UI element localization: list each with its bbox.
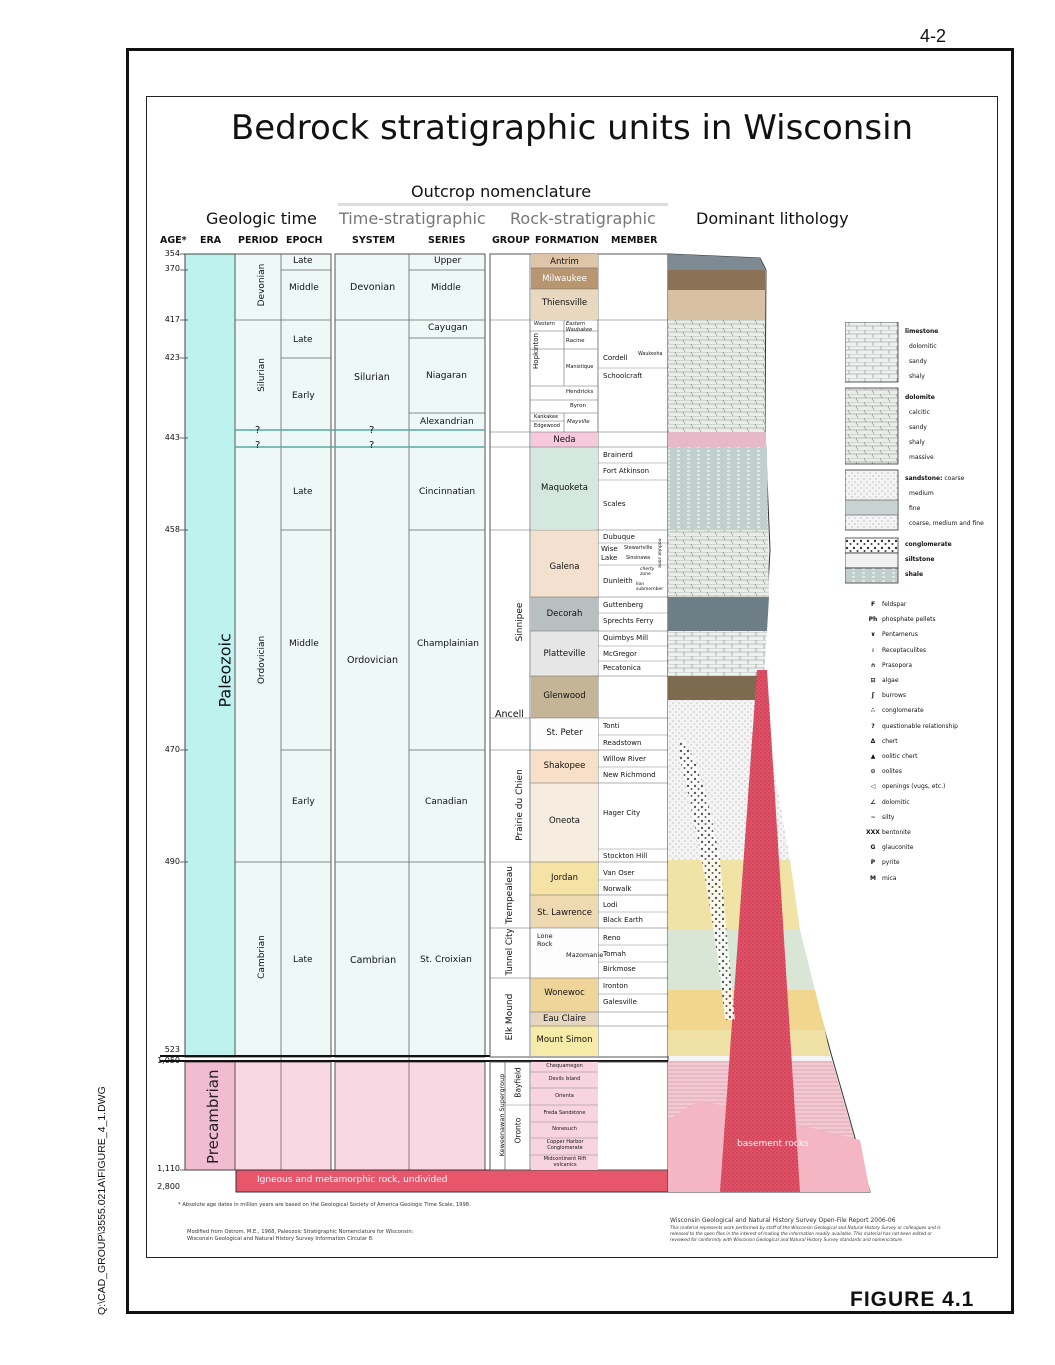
series-upper: Upper <box>434 256 462 266</box>
member-nodular-zone: nodular zone <box>656 538 662 568</box>
symbol-glyph-icon: ∠ <box>870 798 876 806</box>
formation-st-peter: St. Peter <box>546 728 583 738</box>
symbol-label: silty <box>882 813 895 821</box>
member-ironton: Ironton <box>603 982 628 990</box>
symbol-label: glauconite <box>882 844 914 852</box>
symbol-label: oolites <box>882 768 902 776</box>
lithology-header: Dominant lithology <box>696 209 849 228</box>
symbol-glyph-icon: ʃ <box>871 692 875 700</box>
symbol-glyph-icon: ▲ <box>870 753 876 761</box>
col-period: PERIOD <box>238 235 279 246</box>
series-middle: Middle <box>431 283 461 293</box>
age-label: 443 <box>164 433 180 442</box>
symbol-label: Receptaculites <box>882 646 927 654</box>
formation-galena: Galena <box>549 562 580 572</box>
page-number: 4-2 <box>920 26 947 46</box>
system-devonian: Devonian <box>350 282 396 293</box>
system-ordovician: Ordovician <box>347 655 399 666</box>
age-label: 1,110 <box>157 1164 180 1173</box>
formation-chequamegon: Chequamegon <box>546 1063 583 1069</box>
symbol-label: bentonite <box>882 829 911 837</box>
legend-shale: shale <box>905 571 924 578</box>
figure-title: Bedrock stratigraphic units in Wisconsin <box>230 108 914 148</box>
formation-mazomanie: Mazomanie <box>566 951 604 959</box>
formation-kankakee: Kankakee <box>534 414 559 420</box>
symbol-row <box>864 612 958 627</box>
symbol-glyph-icon: ? <box>871 722 875 730</box>
epoch-ord-late: Late <box>293 487 313 497</box>
formation-neda: Neda <box>553 435 576 445</box>
symbol-label: chert <box>882 737 898 745</box>
symbol-glyph-icon: ∩ <box>870 661 876 669</box>
formation-jordan: Jordan <box>550 873 579 883</box>
epoch-sil-early: Early <box>292 391 315 401</box>
symbol-glyph-icon: P <box>870 859 876 867</box>
symbol-row <box>864 643 958 658</box>
symbol-label: algae <box>882 677 899 685</box>
formation-antrim: Antrim <box>550 257 579 267</box>
group-ancell: Ancell <box>495 709 524 720</box>
era-precambrian-label: Precambrian <box>204 1069 222 1164</box>
formation-mount-simon: Mount Simon <box>536 1035 593 1045</box>
formation-midcontinent-rift: Midcontinent Rift volcanics <box>543 1156 587 1168</box>
question-mark: ? <box>255 440 261 451</box>
symbol-glyph-icon: ∴ <box>870 707 876 715</box>
member-guttenberg: Guttenberg <box>603 601 644 609</box>
symbol-row <box>864 688 958 703</box>
symbol-row <box>864 703 958 718</box>
member-tomah: Tomah <box>603 950 626 958</box>
member-hager-city: Hager City <box>603 809 641 817</box>
legend-medium: medium <box>909 490 934 497</box>
figure-label: FIGURE 4.1 <box>850 1288 975 1311</box>
symbol-row <box>864 764 958 779</box>
symbol-row <box>864 840 958 855</box>
report-line-2: released to the open files in the interest of making the information readily available. This material has not been edited or <box>670 1232 932 1237</box>
age-label: 354 <box>164 249 180 258</box>
outcrop-header: Outcrop nomenclature <box>411 182 592 201</box>
formation-mayville: Mayville <box>567 419 590 425</box>
source-line-2: Wisconsin Geological and Natural History Survey Information Circular 8. <box>187 1236 374 1242</box>
member-sprechts-ferry: Sprechts Ferry <box>603 617 654 625</box>
member-fort-atkinson: Fort Atkinson <box>603 467 650 475</box>
epoch-sil-late: Late <box>293 335 313 345</box>
formation-st-lawrence: St. Lawrence <box>537 908 592 918</box>
member-lion: lion submember <box>636 582 664 592</box>
formation-shakopee: Shakopee <box>543 761 586 771</box>
age-label: 470 <box>164 745 180 754</box>
igneous-label: Igneous and metamorphic rock, undivided <box>257 1175 448 1185</box>
question-mark: ? <box>255 425 261 436</box>
col-series: SERIES <box>428 235 466 246</box>
formation-racine: Racine <box>566 338 585 344</box>
symbol-label: dolomitic <box>882 798 910 806</box>
col-system: SYSTEM <box>352 235 395 246</box>
legend-mixed: coarse, medium and fine <box>909 520 984 527</box>
formation-wise-lake: Wise Lake <box>601 545 618 562</box>
series-st-croixian: St. Croixian <box>420 955 472 965</box>
formation-decorah: Decorah <box>546 609 583 619</box>
footnote: * Absolute age dates in million years are based on the Geological Society of America Geologic Time Scale, 1998. <box>178 1202 471 1208</box>
group-bayfield: Bayfield <box>513 1067 523 1098</box>
symbol-legend <box>864 597 958 886</box>
member-birkmose: Birkmose <box>603 965 636 973</box>
symbol-label: mica <box>882 874 897 882</box>
epoch-dev-late: Late <box>293 256 313 266</box>
formation-glenwood: Glenwood <box>543 691 586 701</box>
group-oronto: Oronto <box>513 1117 523 1144</box>
member-willow-river: Willow River <box>603 755 646 763</box>
symbol-glyph-icon: G <box>870 844 876 852</box>
symbol-label: phosphate pellets <box>882 616 936 624</box>
symbol-label: conglomerate <box>882 707 924 715</box>
member-norwalk: Norwalk <box>603 885 632 893</box>
formation-oneota: Oneota <box>548 816 581 826</box>
legend-dolomitic: dolomitic <box>909 343 937 350</box>
member-mcgregor: McGregor <box>603 650 637 658</box>
group-sinnipee: Sinnipee <box>515 602 525 642</box>
symbol-label: openings (vugs, etc.) <box>882 783 946 791</box>
member-stewartville: Stewartville <box>624 546 653 551</box>
question-mark: ? <box>369 425 375 436</box>
group-trempealeau: Trempealeau <box>505 866 515 925</box>
formation-hendricks: Hendricks <box>566 389 594 395</box>
legend-siltstone: siltstone <box>905 556 935 563</box>
symbol-label: feldspar <box>882 601 907 608</box>
member-brainerd: Brainerd <box>603 451 633 459</box>
symbol-row <box>864 719 958 734</box>
member-schoolcraft: Schoolcraft <box>603 372 643 380</box>
formation-eastern-waubakee: Eastern Waubakee <box>566 321 593 333</box>
formation-byron: Byron <box>570 403 587 409</box>
legend-dolomite: dolomite <box>905 394 935 401</box>
epoch-cam-late: Late <box>293 955 313 965</box>
source-line-1: Modified from Ostrom, M.E., 1968, Paleozoic Stratigraphic Nomenclature for Wisconsin: <box>187 1229 414 1235</box>
legend-sandy-2: sandy <box>909 424 927 431</box>
col-epoch: EPOCH <box>286 235 323 246</box>
symbol-row <box>864 627 958 642</box>
legend-sandstone: sandstone: <box>905 475 943 482</box>
period-cambrian: Cambrian <box>257 935 267 979</box>
symbol-glyph-icon: ≀ <box>871 646 875 654</box>
period-devonian: Devonian <box>257 263 267 307</box>
series-cincinnatian: Cincinnatian <box>419 487 476 497</box>
symbol-label: Prasopora <box>882 661 913 669</box>
col-member: MEMBER <box>611 235 658 246</box>
epoch-ord-middle: Middle <box>289 639 319 649</box>
symbol-row <box>864 779 958 794</box>
period-ordovician: Ordovician <box>257 635 267 685</box>
formation-western: Western <box>534 321 555 327</box>
member-dubuque: Dubuque <box>603 533 635 541</box>
legend-limestone: limestone <box>905 328 939 335</box>
report-line-1: This material represents work performed by staff of the Wisconsin Geological and Natural History Survey or colleagues and is <box>670 1226 941 1231</box>
group-tunnel-city: Tunnel City <box>505 928 515 976</box>
report-line-3: reviewed for conformity with Wisconsin Geological and Natural History Survey standards and nomenclature. <box>670 1238 904 1243</box>
member-van-oser: Van Oser <box>603 869 635 877</box>
symbol-row <box>864 597 958 612</box>
member-lodi: Lodi <box>603 901 618 909</box>
member-galesville: Galesville <box>603 998 637 1006</box>
col-age: AGE* <box>160 235 187 246</box>
member-dunleith: Dunleith <box>603 577 633 585</box>
formation-milwaukee: Milwaukee <box>542 274 587 284</box>
legend-massive: massive <box>909 454 934 461</box>
symbol-glyph-icon: ∨ <box>870 631 876 639</box>
series-alexandrian: Alexandrian <box>420 417 474 427</box>
member-waukesha: Waukesha <box>638 352 663 357</box>
age-label: 417 <box>164 315 180 324</box>
legend-fine: fine <box>909 505 921 512</box>
basement-label: basement rocks <box>737 1139 809 1149</box>
legend-shaly: shaly <box>909 373 925 380</box>
series-canadian: Canadian <box>425 797 468 807</box>
lithology-bands <box>668 254 870 1192</box>
symbol-glyph-icon: Δ <box>870 737 876 745</box>
symbol-row <box>864 673 958 688</box>
age-label: 523 <box>164 1045 180 1054</box>
formation-devils-island: Devils Island <box>548 1076 581 1082</box>
system-silurian: Silurian <box>354 372 390 383</box>
formation-manistique: Manistique <box>566 364 594 370</box>
formation-platteville: Platteville <box>543 649 586 659</box>
symbol-row <box>864 810 958 825</box>
legend-conglomerate: conglomerate <box>905 541 952 548</box>
time-strat-header: Time-stratigraphic <box>339 209 486 228</box>
series-niagaran: Niagaran <box>426 371 467 381</box>
symbol-glyph-icon: Ph <box>868 616 878 624</box>
symbol-row <box>864 734 958 749</box>
formation-thiensville: Thiensville <box>541 298 588 308</box>
symbol-glyph-icon: F <box>870 601 876 608</box>
group-keweenawan: Keweenawan Supergroup <box>498 1073 506 1157</box>
age-label: 458 <box>164 525 180 534</box>
member-reno: Reno <box>603 934 621 942</box>
legend-text <box>905 324 984 582</box>
member-tonti: Tonti <box>603 722 620 730</box>
symbol-label: questionable relationship <box>882 722 958 730</box>
col-era: ERA <box>200 235 222 246</box>
member-readstown: Readstown <box>603 739 642 747</box>
formation-edgewood: Edgewood <box>534 423 560 429</box>
formation-lone-rock: Lone Rock <box>537 932 553 948</box>
member-pecatonica: Pecatonica <box>603 664 641 672</box>
symbol-row <box>864 658 958 673</box>
group-elk-mound: Elk Mound <box>505 993 515 1041</box>
report-title: Wisconsin Geological and Natural History Survey Open-File Report 2006-06 <box>670 1217 896 1224</box>
age-label: 370 <box>164 264 180 273</box>
symbol-glyph-icon: M <box>870 874 876 882</box>
symbol-row <box>864 795 958 810</box>
geologic-time-header: Geologic time <box>206 209 317 228</box>
symbol-label: burrows <box>882 692 907 700</box>
col-group: GROUP <box>492 235 530 246</box>
formation-wonewoc: Wonewoc <box>544 988 585 998</box>
col-formation: FORMATION <box>535 235 599 246</box>
period-silurian: Silurian <box>257 358 267 392</box>
series-champlainian: Champlainian <box>417 639 479 649</box>
group-hopkinton: Hopkinton <box>532 333 540 369</box>
group-prairie-du-chien: Prairie du Chien <box>515 769 525 841</box>
symbol-label: pyrite <box>882 859 900 867</box>
symbol-label: oolitic chert <box>882 753 918 761</box>
symbol-row <box>864 871 958 886</box>
age-label: 490 <box>164 857 180 866</box>
epoch-ord-early: Early <box>292 797 315 807</box>
legend-coarse: coarse <box>944 475 965 482</box>
question-mark: ? <box>369 440 375 451</box>
formation-freda-sandstone: Freda Sandstone <box>543 1110 586 1116</box>
symbol-label: Pentamerus <box>882 631 918 639</box>
member-cordell: Cordell <box>603 354 628 362</box>
symbol-row <box>864 855 958 870</box>
symbol-glyph-icon: ~ <box>870 813 876 821</box>
drawing-path: Q:\CAD_GROUP\3555.021A\FIGURE_4_1.DWG <box>96 1086 108 1315</box>
age-label: 423 <box>164 353 180 362</box>
symbol-row <box>864 825 958 840</box>
symbol-glyph-icon: XXX <box>866 829 880 837</box>
member-black-earth: Black Earth <box>603 916 643 924</box>
member-scales: Scales <box>603 500 626 508</box>
member-quimbys-mill: Quimbys Mill <box>603 634 649 642</box>
member-cherty-zone: cherty zone <box>640 567 655 577</box>
age-label: 2,800 <box>157 1182 180 1191</box>
member-stockton-hill: Stockton Hill <box>603 852 648 860</box>
epoch-dev-middle: Middle <box>289 283 319 293</box>
legend-shaly-2: shaly <box>909 439 925 446</box>
formation-copper-harbor: Copper Harbor Conglomerate <box>546 1139 584 1151</box>
age-label: 1,050 <box>157 1056 180 1065</box>
formation-maquoketa: Maquoketa <box>541 483 588 493</box>
legend-sandy: sandy <box>909 358 927 365</box>
member-sinsinawa: Sinsinawa <box>626 556 651 561</box>
symbol-glyph-icon: ⊟ <box>870 677 876 685</box>
legend-swatches <box>845 322 905 584</box>
system-cambrian: Cambrian <box>350 955 397 966</box>
era-paleozoic-label: Paleozoic <box>215 633 235 708</box>
formation-eau-claire: Eau Claire <box>542 1014 587 1024</box>
legend-calcitic: calcitic <box>909 409 930 416</box>
member-new-richmond: New Richmond <box>603 771 656 779</box>
symbol-glyph-icon: ◁ <box>870 783 876 791</box>
series-cayugan: Cayugan <box>428 323 468 333</box>
formation-orienta: Orienta <box>555 1093 574 1099</box>
rock-strat-header: Rock-stratigraphic <box>510 209 656 228</box>
formation-nonesuch: Nonesuch <box>552 1126 577 1132</box>
symbol-glyph-icon: ⊙ <box>870 768 876 776</box>
symbol-row <box>864 749 958 764</box>
